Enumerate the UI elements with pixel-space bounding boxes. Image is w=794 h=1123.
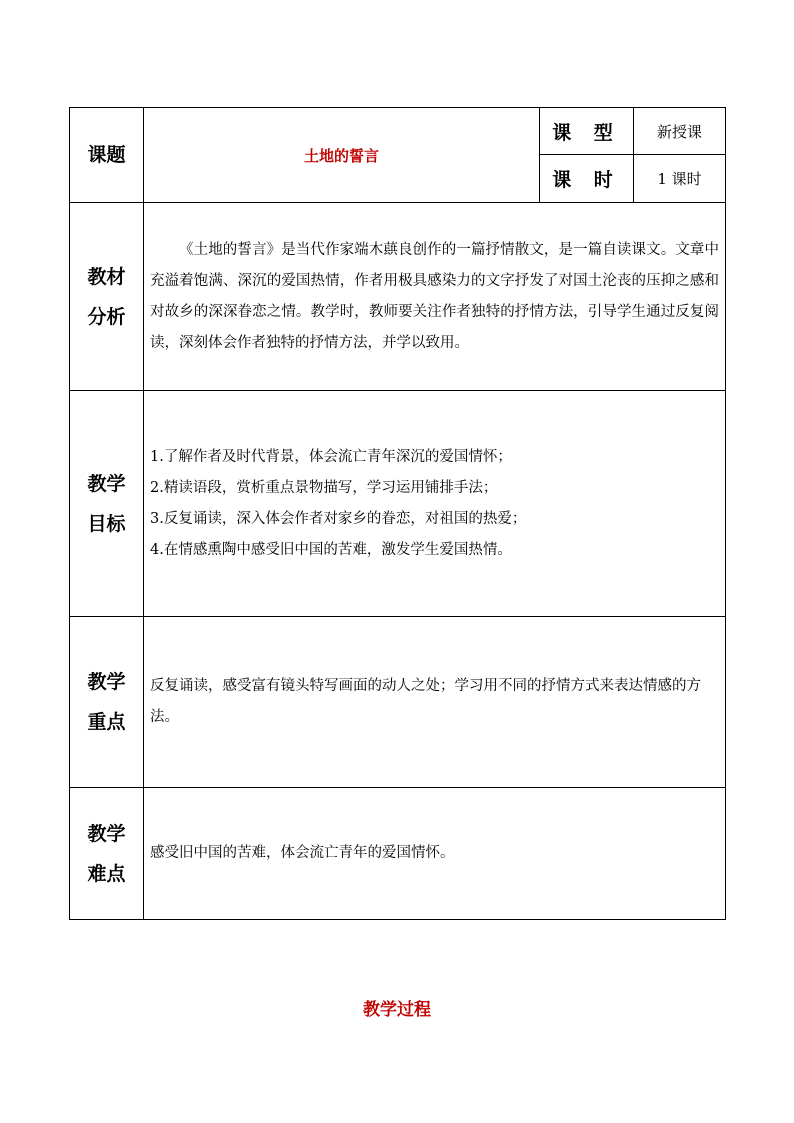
analysis-label-line2: 分析	[87, 305, 126, 328]
topic-label-cell	[70, 108, 144, 203]
hours-label-cell	[540, 155, 634, 203]
type-value-cell	[634, 108, 726, 155]
lesson-title-cell	[144, 108, 540, 203]
lesson-title: 土地的誓言	[303, 146, 379, 165]
keypoints-text: 反复诵读，感受富有镜头特写画面的动人之处；学习用不同的抒情方式来表达情感的方法。	[150, 678, 701, 725]
keypoints-label-line2: 重点	[87, 711, 126, 733]
analysis-content-cell	[144, 203, 726, 391]
goals-label-line1: 教学	[87, 472, 126, 495]
difficulties-label-cell	[70, 788, 144, 920]
goals-content-cell	[144, 391, 726, 617]
analysis-label-line1: 教材	[87, 265, 126, 288]
goals-label-cell	[70, 391, 144, 617]
hours-label: 课 时	[552, 169, 621, 191]
type-value: 新授课	[656, 122, 702, 141]
keypoints-label-cell	[70, 617, 144, 788]
hours-value-cell	[634, 155, 726, 203]
section-title: 教学过程	[363, 1000, 431, 1020]
topic-label: 课题	[87, 144, 126, 166]
goal-item: 1.了解作者及时代背景，体会流亡青年深沉的爱国情怀；	[150, 448, 512, 465]
goal-item: 2.精读语段，赏析重点景物描写，学习运用铺排手法；	[150, 479, 498, 496]
type-label-cell	[540, 108, 634, 155]
difficulties-text: 感受旧中国的苦难，体会流亡青年的爱国情怀。	[150, 845, 455, 861]
difficulties-label-line2: 难点	[87, 862, 126, 885]
keypoints-label-line1: 教学	[87, 671, 126, 693]
goal-item: 3.反复诵读，深入体会作者对家乡的眷恋，对祖国的热爱；	[150, 510, 527, 527]
hours-value: 1 课时	[657, 170, 702, 188]
goals-label-line2: 目标	[87, 512, 126, 535]
goal-item: 4.在情感熏陶中感受旧中国的苦难，激发学生爱国热情。	[150, 541, 512, 558]
type-label: 课 型	[552, 121, 621, 144]
analysis-label-cell	[70, 203, 144, 391]
difficulties-content-cell	[144, 788, 726, 920]
analysis-text: 《土地的誓言》是当代作家端木蕻良创作的一篇抒情散文，是一篇自读课文。文章中充溢着饱满、深沉的爱国热情，作者用极具感染力的文字抒发了对国土沦丧的压抑之感和对故乡的深深眷恋之情。教学时，教师要关注作者独特的抒情方法，引导学生通过反复阅读，深刻体会作者独特的抒情方法，并学以致用。	[150, 241, 719, 351]
difficulties-label-line1: 教学	[87, 822, 126, 845]
lesson-plan-table	[69, 107, 726, 920]
keypoints-content-cell	[144, 617, 726, 788]
